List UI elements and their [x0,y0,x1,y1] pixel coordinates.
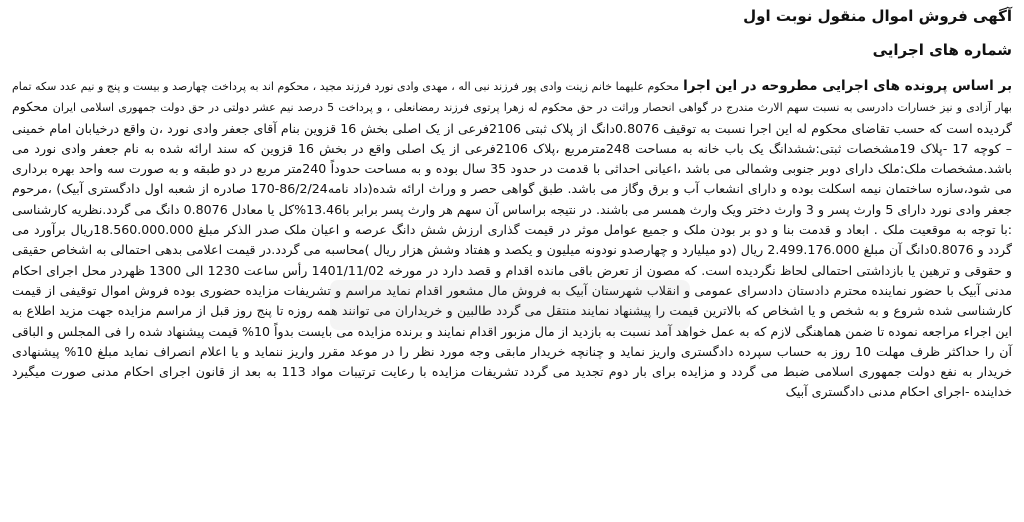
notice-signature: خداینده -اجرای احکام مدنی دادگستری آبیک [785,384,1012,400]
notice-subtitle: شماره های اجرایی [872,41,1012,59]
notice-paragraph-2: محکوم گردیده است که حسب تقاضای محکوم له این اجرا نسبت به توقیف 0.8076دانگ از پلاک ثبتی 2106فرعی از یک اصلی بخش 16 قزوین بنام آقای جعفر وادی نورد ،ن واقع درخیابان امام خمینی – کوچه 17 -پلاک 19مشخصات ثبتی:ششدانگ یک باب خانه به مساحت 248مترمربع ،پلاک 2106فرعی از یک اصلی واقع در بخش 16 قزوین که سند ارائه شده به نام جعفر وادی نورد می باشد.مشخصات ملک:ملک دارای دوبر جنوبی وشمالی می باشد ،اعیانی احداثی با قدمت در حدود 35 سال بوده و به مساحت حدوداً 240متر مربع در دو طبقه و به صورت سه واحد بهره برداری می شود،سازه ساختمان نیمه اسکلت بوده و دارای انشعاب آب و برق وگاز می باشد. طبق گواهی حصر و وراث ارائه شده(داد نامه86/2/24-170 صادره از شعبه اول دادگستری آبیک) ،مرحوم جعفر وادی نورد دارای 5 وارث پسر و 3 وارث دختر ویک وارث همسر می باشند. در نتیجه براساس آن سهم هر وارث پسر برابر با13.46%کل یا معادل 0.8076 دانگ می گردد.نظریه کارشناسی :با توجه به موقعیت ملک . ابعاد و قدمت بنا و دو بر بودن ملک و جمیع عوامل موثر در قیمت گذاری ارزش شش دانگ عرصه و اعیان ملک صدر الذکر مبلغ 18.560.000.000ریال برآورد می گردد و 0.8076دانگ آن مبلغ 2.499.176.000 ریال (دو میلیارد و چهارصدو نودونه میلیون و یکصد و هفتاد وشش هزار ریال )محاسبه می گردد.در قیمت اعلامی بدهی احتمالی به اشخاص حقیقی و حقوقی و ترهین یا بازداشتی احتمالی لحاظ نگردیده است. که مصون از تعرض باقی مانده اقدام و قصد دارد در مورخه 1401/11/02 رأس ساعت 1230 الی 1300 ظهردر محل اجرای احکام مدنی آبیک با حضور نماینده محترم دادستان دادسرای عمومی و انقلاب شهرستان آبیک به فروش مال مشعور اقدام نماید مراسم و تشریفات مزایده حضوری بوده فروش اموال توقیفی از قیمت کارشناسی شده شروع و به شخص و یا اشخاص که بالاترین قیمت را پیشنهاد نمایند منتقل می گردد طالبین و خریداران می توانند همه روزه تا پنج روز قبل از مراسم مزایده جهت مزید اطلاع به این اجراء مراجعه نموده تا ضمن هماهنگی لازم که به عمل خواهد آمد نسبت به بازدید از مال مزبور اقدام نمایند و برنده مزایده می بایست بدواً 10% قیمت پیشنهاد شده را فی المجلس و الباقی آن را حداکثر ظرف مهلت 10 روز به حساب سپرده دادگستری واریز نماید و چنانچه خریدار مابقی وجه مورد نظر را در موعد مقرر واریز ننماید و یا اعلام انصراف نماید مبلغ 10% پیشنهادی خریدار به نفع دولت جمهوری اسلامی ضبط می گردد و مزایده برای بار دوم تجدید می گردد تشریفات مزایده با رعایت ترتیبات مواد 113 به بعد از قانون اجرای احکام مدنی صورت میگیرد [12,99,1013,380]
notice-body [12,76,1012,403]
notice-paragraph-1: محکوم علیهما خانم زینت وادی پور فرزند نبی اله ، مهدی وادی نورد فرزند مجید ، محکوم اند به پرداخت چهارصد و بیست و پنج و نیم عدد سکه تمام بهار آزادی و نیز خسارات دادرسی به نسبت سهم الارث مندرج در گواهی انحصار وراثت در حق محکوم له زهرا پرتوی فرزند رمضانعلی ، و پرداخت 5 درصد نیم عشر دولتی در حق دولت جمهوری اسلامی ایران [12,80,1012,115]
notice-lead: بر اساس پرونده های اجرایی مطروحه در این اجرا [683,78,1013,94]
notice-title: آگهی فروش اموال منقول نوبت اول [743,7,1012,25]
